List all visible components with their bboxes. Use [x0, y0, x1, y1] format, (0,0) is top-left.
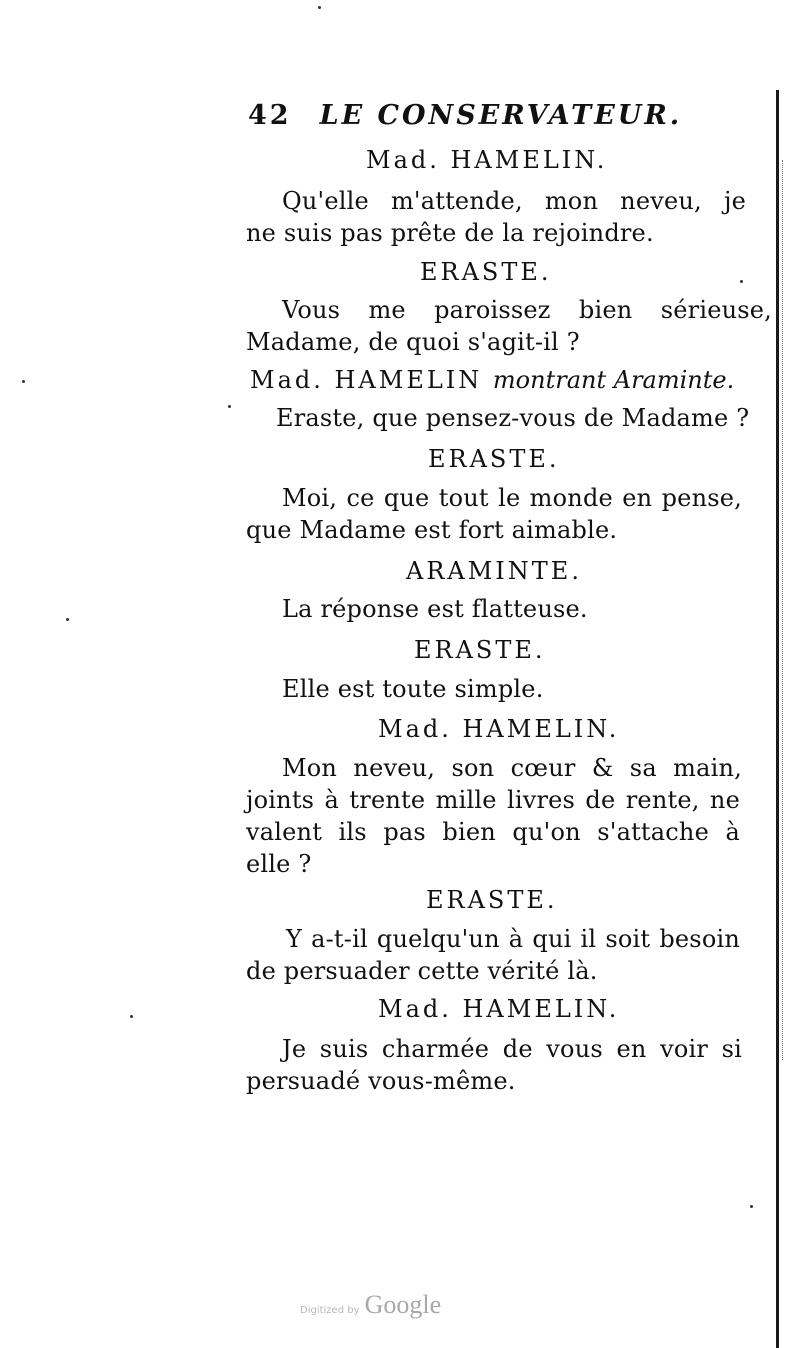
- ink-speck: [22, 380, 25, 383]
- speaker-heading: Mad. HAMELIN.: [378, 715, 620, 743]
- text-line: persuadé vous-même.: [246, 1067, 516, 1095]
- ink-speck: [130, 1015, 133, 1018]
- text-line: Madame, de quoi s'agit-il ?: [246, 328, 580, 356]
- text-line: de persuader cette vérité là.: [246, 957, 598, 985]
- text-line: que Madame est fort aimable.: [246, 516, 618, 544]
- ink-speck: [750, 1205, 753, 1208]
- speaker-heading: ERASTE.: [428, 445, 560, 473]
- running-header: [248, 100, 682, 131]
- text-line: ne suis pas prête de la rejoindre.: [246, 219, 654, 247]
- speaker-heading: [250, 366, 734, 394]
- ink-speck: [66, 618, 69, 621]
- text-line: Qu'elle m'attende, mon neveu, je: [282, 187, 746, 215]
- watermark-prefix: Digitized by: [300, 1305, 360, 1316]
- speaker-heading: ERASTE.: [414, 636, 546, 664]
- text-line: Je suis charmée de vous en voir si: [282, 1035, 742, 1063]
- text-line: Mon neveu, son cœur & sa main,: [282, 754, 742, 782]
- page-number: 42: [248, 100, 292, 131]
- speaker-heading: ARAMINTE.: [406, 557, 582, 585]
- google-logo: Google: [364, 1290, 442, 1319]
- speaker-name: Mad. HAMELIN: [250, 366, 483, 394]
- text-line: Moi, ce que tout le monde en pense,: [282, 484, 742, 512]
- speaker-heading: Mad. HAMELIN.: [378, 995, 620, 1023]
- digitization-watermark: [300, 1290, 441, 1320]
- binding-marks: [782, 160, 789, 1060]
- text-line: La réponse est flatteuse.: [282, 595, 588, 623]
- speaker-heading: ERASTE.: [426, 886, 558, 914]
- text-line: Elle est toute simple.: [282, 675, 544, 703]
- speaker-heading: ERASTE.: [420, 258, 552, 286]
- ink-speck: [740, 280, 743, 283]
- ink-speck: [318, 6, 321, 9]
- speaker-heading: Mad. HAMELIN.: [366, 146, 608, 174]
- text-line: elle ?: [246, 850, 312, 878]
- text-line: Eraste, que pensez-vous de Madame ?: [276, 404, 750, 432]
- stage-direction: montrant Araminte.: [492, 366, 735, 394]
- text-line: Vous me paroissez bien sérieuse,: [282, 296, 772, 324]
- binding-edge: [776, 90, 779, 1348]
- ink-speck: [228, 405, 231, 408]
- text-line: Y a-t-il quelqu'un à qui il soit besoin: [286, 925, 740, 953]
- running-title: LE CONSERVATEUR.: [319, 100, 683, 131]
- text-line: valent ils pas bien qu'on s'attache à: [246, 818, 740, 846]
- text-line: joints à trente mille livres de rente, ne: [246, 786, 740, 814]
